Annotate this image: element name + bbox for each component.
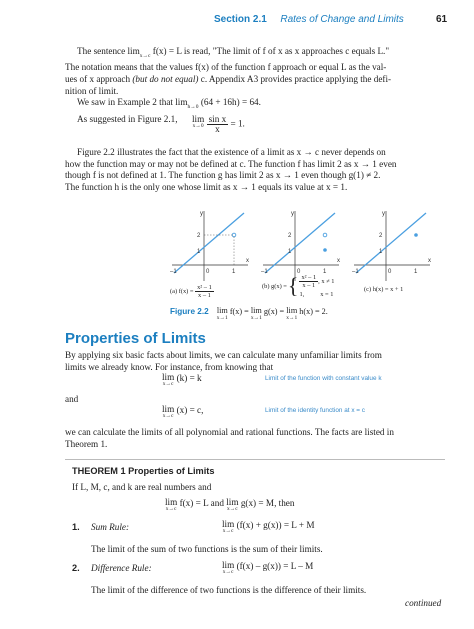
- function-line: [265, 213, 335, 273]
- text-line: limits we already know. For instance, from knowing that: [65, 361, 274, 372]
- tick-label: 1: [414, 269, 418, 275]
- axis-label-x: x: [246, 258, 249, 264]
- text-line: though f is not defined at 1. The function g has limit 2 as x → 1 even though g(1) ≠ 2.: [65, 170, 381, 181]
- text-line: The function h is the only one whose limit as x → 1 equals its value at x = 1.: [65, 181, 348, 192]
- axis-label-x: x: [337, 258, 340, 264]
- limit-operator: lim x→0: [192, 114, 205, 129]
- tick-label: 2: [197, 233, 201, 239]
- tick-label: –1: [352, 269, 359, 275]
- rule-description: The limit of the sum of two functions is the sum of their limits.: [91, 544, 323, 554]
- tick-label: 2: [379, 233, 383, 239]
- text-line: nition of limit.: [65, 85, 119, 96]
- tick-label: 1: [288, 249, 292, 255]
- theorem-rule: [65, 459, 445, 460]
- text-line: As suggested in Figure 2.1,: [77, 113, 178, 124]
- axis-label-y: y: [200, 211, 203, 217]
- tick-label: 2: [288, 233, 292, 239]
- theorem-title: THEOREM 1 Properties of Limits: [72, 466, 215, 476]
- rule-description: The limit of the difference of two functions is the difference of their limits.: [91, 585, 367, 595]
- paragraph-basic-facts: [65, 350, 450, 373]
- tick-label: 1: [232, 269, 236, 275]
- tick-label: 1: [323, 269, 327, 275]
- difference-rule-expression: lim x→c (f(x) – g(x)) = L – M: [222, 560, 314, 575]
- graph-c: [352, 207, 432, 283]
- theorem-given: lim x→c f(x) = L and lim x→c g(x) = M, then: [165, 497, 295, 512]
- text-line: Figure 2.2 illustrates the fact that the existence of a limit as x → c never depends on: [77, 147, 386, 157]
- fraction: $\frac{\text{sin x}}{x}$: [208, 114, 227, 134]
- page-number: 61: [436, 14, 448, 25]
- tick-label: –1: [261, 269, 268, 275]
- axis-label-y: y: [291, 211, 294, 217]
- text-line: how the function may or may not be defined at c. The function f has limit 2 as x → 1 even: [65, 158, 397, 169]
- axis-label-x: x: [428, 258, 431, 264]
- function-line: [174, 213, 244, 273]
- rule-number: 2.: [72, 563, 80, 573]
- equation-sinx-limit: lim x→0 $\frac{\text{sin x}}{x}$ = 1.: [192, 114, 245, 134]
- paragraph-limit-notation: [65, 46, 445, 125]
- axis-label-y: y: [382, 211, 385, 217]
- continued-label: continued: [405, 598, 442, 608]
- open-point: [323, 233, 327, 237]
- graph-a-label: (a) f(x) = $\frac{\text{x² – 1}}{x - 1}$: [170, 284, 212, 299]
- tick-label: 0: [297, 269, 301, 275]
- graph-a: [170, 207, 250, 283]
- text-line: ues of x approach (but do not equal) c. Appendix A3 provides practice applying the defi-: [65, 74, 392, 85]
- section-title: Rates of Change and Limits: [280, 14, 404, 25]
- text-line: By applying six basic facts about limits, we can calculate many unfamiliar limits from: [65, 350, 382, 360]
- tick-label: 0: [206, 269, 210, 275]
- text-line: The notation means that the values f(x) of the function f approach or equal L as the val-: [65, 62, 387, 73]
- graph-c-label: (c) h(x) = x + 1: [364, 286, 404, 293]
- rule-name: Sum Rule:: [91, 522, 130, 532]
- text-line: we can calculate the limits of all polynomial and rational functions. The facts are listed in: [65, 427, 394, 437]
- tick-label: –1: [170, 269, 177, 275]
- function-line: [356, 213, 426, 273]
- figure-caption: Figure 2.2 lim x→1 f(x) = lim x→1 g(x) = lim x→1 h(x) = 2.: [170, 306, 328, 321]
- tick-label: 1: [379, 249, 383, 255]
- rule-name: Difference Rule:: [91, 563, 152, 573]
- section-heading: Properties of Limits: [65, 330, 206, 347]
- paragraph-polynomial: [65, 427, 450, 450]
- text-line: The sentence $\lim_{x\to c} f(x) = L$ is read, "The limit of f of x as x approaches c equals L.": [77, 46, 390, 59]
- filled-point: [414, 233, 418, 237]
- margin-note: Limit of the function with constant value k: [265, 375, 382, 382]
- sum-rule-expression: lim x→c (f(x) + g(x)) = L + M: [222, 519, 315, 534]
- text-and: and: [65, 394, 79, 404]
- rule-number: 1.: [72, 522, 80, 532]
- text-line: Theorem 1.: [65, 438, 108, 449]
- text-line: We saw in Example 2 that $\lim_{h\to 0} (64 + 16h) = 64$.: [77, 97, 261, 111]
- running-header: [214, 14, 404, 25]
- equation-constant-limit: lim x→c (k) = k: [162, 372, 202, 387]
- paragraph-figure-discussion: [65, 147, 450, 193]
- theorem-intro: If L, M, c, and k are real numbers and: [72, 482, 212, 492]
- graph-b: [261, 207, 341, 283]
- equation-identity-limit: lim x→c (x) = c,: [162, 404, 204, 419]
- figure-label: Figure 2.2: [170, 307, 209, 316]
- tick-label: 0: [388, 269, 392, 275]
- graph-b-label: (b) g(x) = { $\frac{\text{x² – 1}}{x - 1}$ , x ≠ 1 1, x = 1: [262, 273, 335, 298]
- tick-label: 1: [197, 249, 201, 255]
- margin-note: Limit of the identity function at x = c: [265, 407, 365, 414]
- section-number: Section 2.1: [214, 14, 267, 25]
- filled-point: [323, 248, 327, 252]
